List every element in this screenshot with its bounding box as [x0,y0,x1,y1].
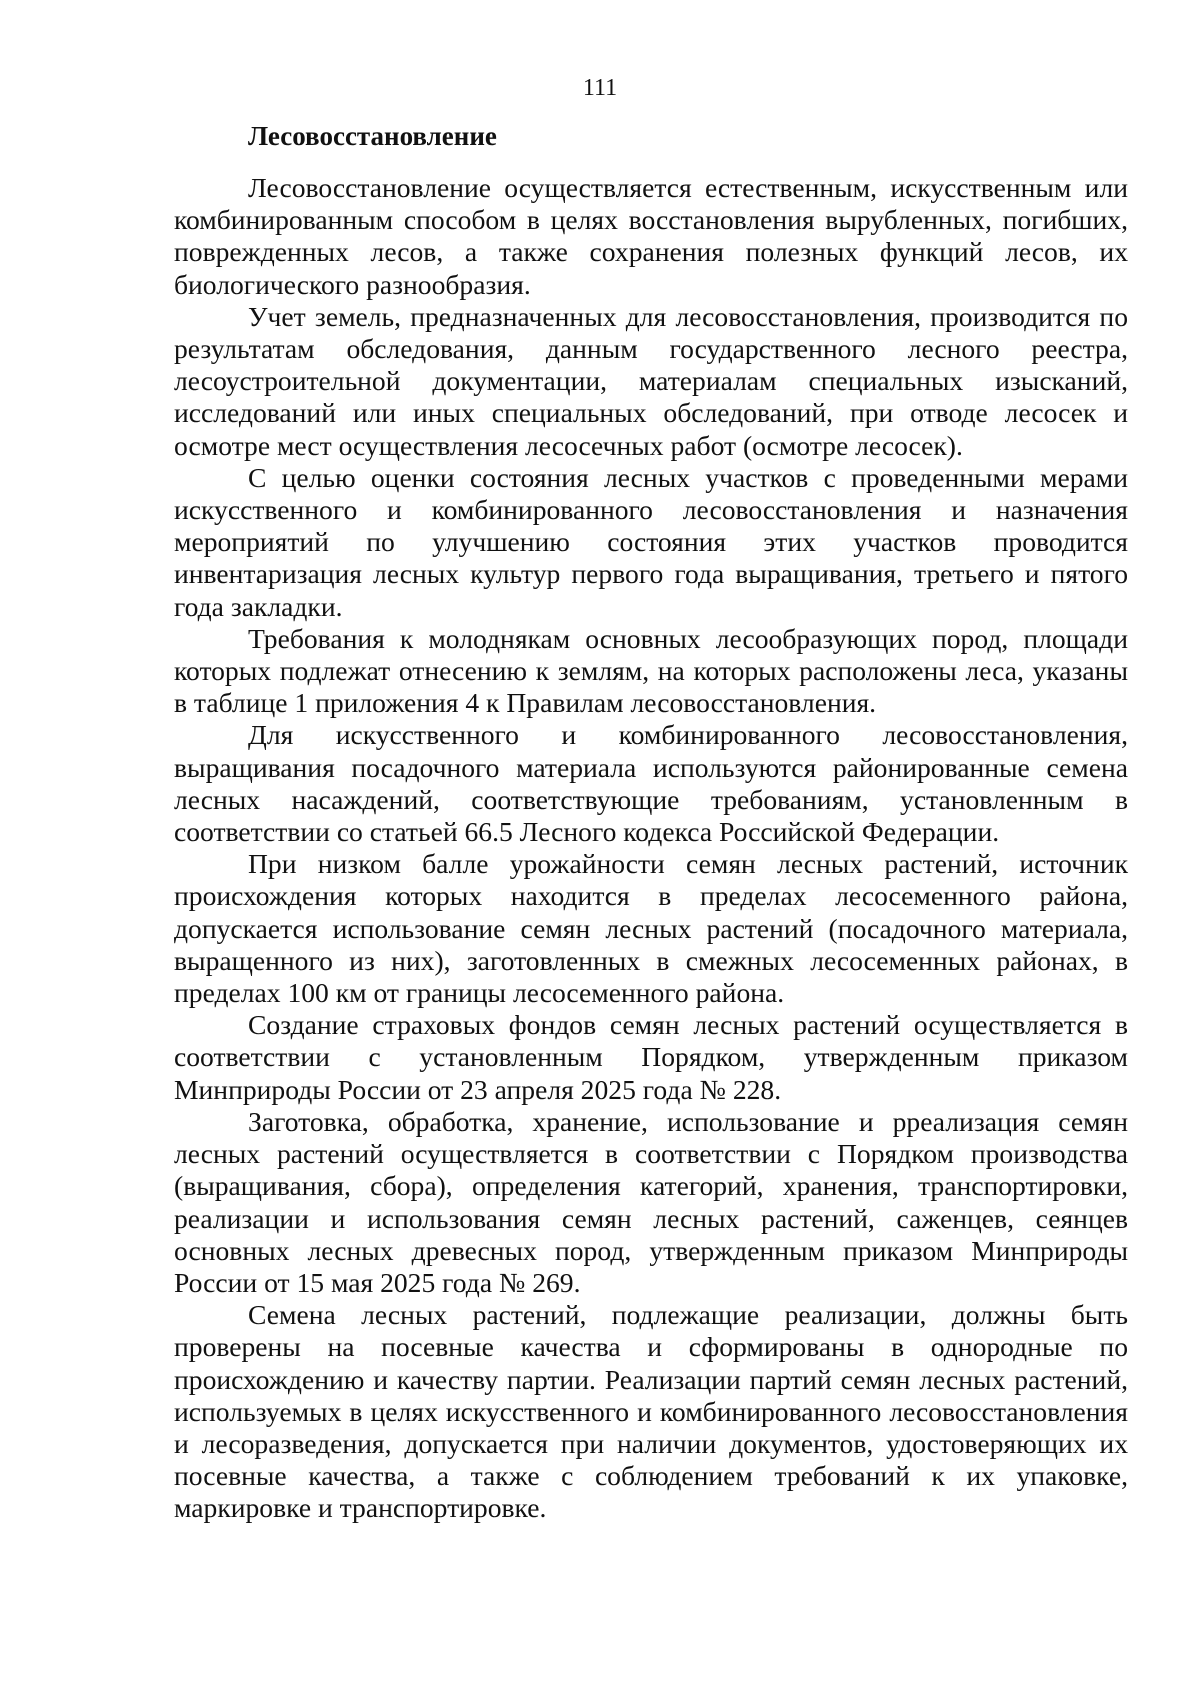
paragraph-low-yield-seeds: При низком балле урожайности семян лесных растений, источник происхождения которых находится в пределах лесосеменного района, допускается использование семян лесных растений (посадочного материала, выращенного из них), заготовленных в смежных лесосеменных районах, в пределах 100 км от границы лесосеменного района. [174,848,1128,1009]
paragraph-young-stands-requirements: Требования к молоднякам основных лесообразующих пород, площади которых подлежат отнесению к землям, на которых расположены леса, указаны в таблице 1 приложения 4 к Правилам лесовосстановления. [174,622,1128,719]
paragraph-insurance-funds: Создание страховых фондов семян лесных растений осуществляется в соответствии с установленным Порядком, утвержденным приказом Минприроды России от 23 апреля 2025 года № 228. [174,1009,1128,1105]
page-number: 111 [582,75,618,101]
paragraph-land-accounting: Учет земель, предназначенных для лесовосстановления, производится по результатам обследования, данным государственного лесного реестра, лесоустроительной документации, материалам специальных изысканий, исследований или иных специальных обследований, при отводе лесосек и осмотре мест осуществления лесосечных работ (осмотре лесосек). [174,300,1128,461]
paragraph-zoned-seeds: Для искусственного и комбинированного лесовосстановления, выращивания посадочного материала используются районированные семена лесных насаждений, соответствующие требованиям, установленным в соответствии со статьей 66.5 Лесного кодекса Российской Федерации. [174,719,1128,848]
paragraph-seed-procurement: Заготовка, обработка, хранение, использование и рреализация семян лесных растений осуществляется в соответствии с Порядком производства (выращивания, сбора), определения категорий, хранения, транспортировки, реализации и использования семян лесных растений, саженцев, сеянцев основных лесных древесных пород, утвержденным приказом Минприроды России от 15 мая 2025 года № 269. [174,1105,1128,1298]
section-content [174,114,1128,1525]
paragraph-seed-sale-requirements: Семена лесных растений, подлежащие реализации, должны быть проверены на посевные качества и сформированы в однородные по происхождению и качеству партии. Реализации партий семян лесных растений, используемых в целях искусственного и комбинированного лесовосстановления и лесоразведения, допускается при наличии документов, удостоверяющих их посевные качества, а также с соблюдением требований к их упаковке, маркировке и транспортировке. [174,1299,1128,1524]
paragraph-inventory: С целью оценки состояния лесных участков с проведенными мерами искусственного и комбинированного лесовосстановления и назначения мероприятий по улучшению состояния этих участков проводится инвентаризация лесных культур первого года выращивания, третьего и пятого года закладки. [174,461,1128,622]
paragraph-reforestation-methods: Лесовосстановление осуществляется естественным, искусственным или комбинированным способом в целях восстановления вырубленных, погибших, поврежденных лесов, а также сохранения полезных функций лесов, их биологического разнообразия. [174,172,1128,300]
section-title: Лесовосстановление [248,121,497,151]
